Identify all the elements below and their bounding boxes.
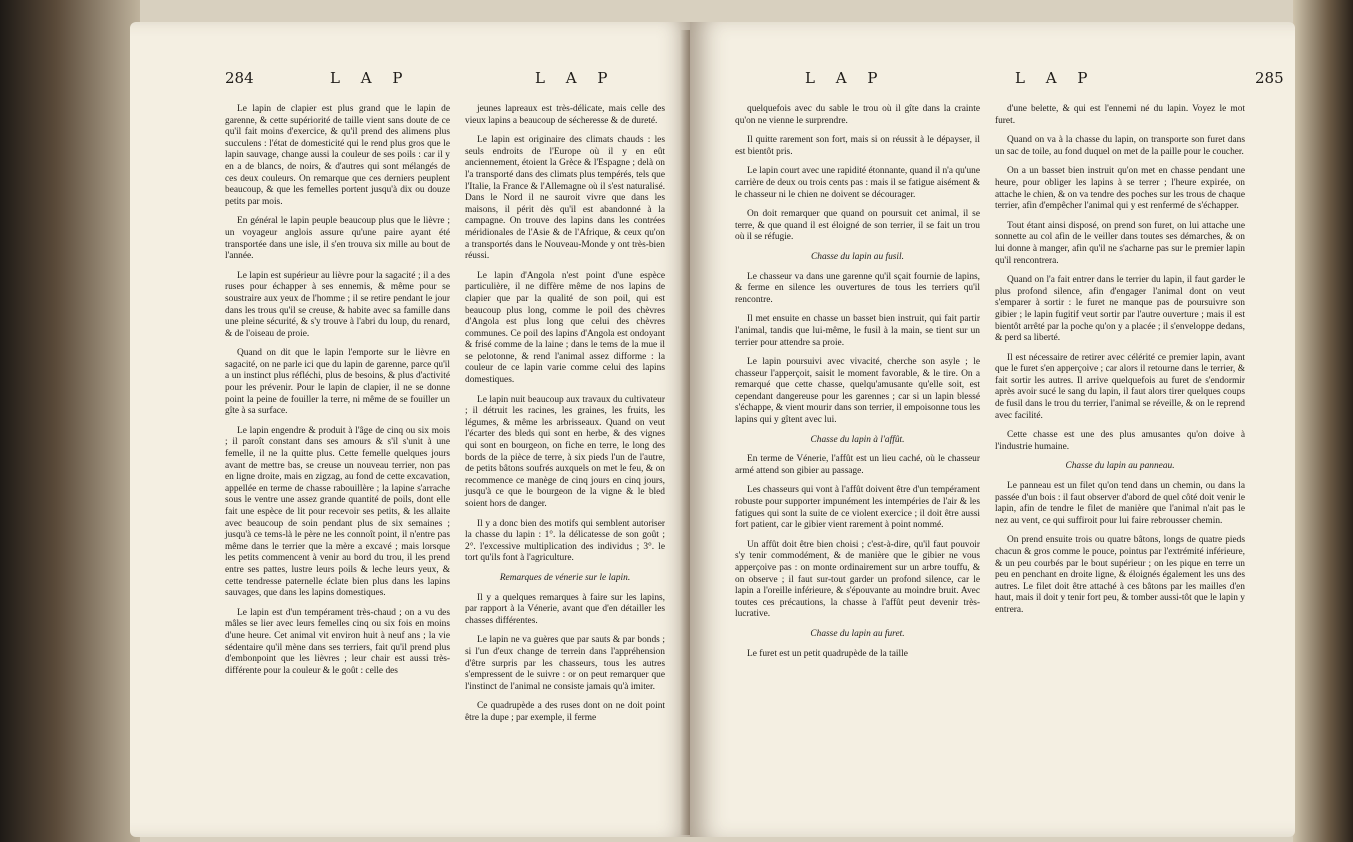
section-subtitle: Chasse du lapin à l'affût. bbox=[810, 434, 905, 445]
paragraph: Quand on l'a fait entrer dans le terrier du lapin, il faut garder le plus profond silence, afin d'engager l'animal dont on veut s'emparer à sortir : le furet ne manque pas de poursuivre son gibier ; le lapin fugitif veut sortir par l'autre ouverture ; mais il est bientôt arrêté par la poche qu'on y a placée ; il s'enveloppe dedans, & perd sa liberté. bbox=[995, 275, 1245, 344]
paragraph: Il quitte rarement son fort, mais si on réussit à le dépayser, il est bientôt pris. bbox=[735, 135, 980, 157]
paragraph: Le furet est un petit quadrupède de la taille bbox=[747, 648, 908, 659]
paragraph: Le lapin d'Angola n'est point d'une espèce particulière, il ne diffère même de nos lapins de clapier que par la qualité de son poil, qui est beaucoup plus long, comme le poil des chèvres d'Angola est plus long que celui des chèvres communes. Ce poil des lapins d'Angola est ondoyant & frisé comme de la laine ; dans le tems de la mue il se pelotonne, & rend l'animal assez difforme : la couleur de ce lapin varie comme celui des lapins domestiques. bbox=[465, 270, 665, 386]
paragraph: Il est nécessaire de retirer avec célérité ce premier lapin, avant que le furet s'en apperçoive ; car alors il retourne dans le terrier, & fait sortir les autres. Il arrive quelquefois au furet de s'endormir après avoir sucé le sang du lapin, il faut alors tirer quelques coups de fusil dans le trou du terrier, l'animal se réveille, & on le reprend avec facilité. bbox=[995, 352, 1245, 421]
left-running-head-2: L A P bbox=[535, 69, 616, 87]
section-subtitle: Remarques de vénerie sur le lapin. bbox=[499, 572, 631, 583]
paragraph: Tout étant ainsi disposé, on prend son furet, on lui attache une sonnette au col afin de le veiller dans toutes ses démarches, & on lui donne à manger, afin qu'il ne s'acharne pas sur le premier lapin qu'il rencontrera. bbox=[995, 220, 1245, 266]
right-running-head-2: L A P bbox=[1015, 69, 1096, 87]
paragraph: d'une belette, & qui est l'ennemi né du lapin. Voyez le mot furet. bbox=[995, 104, 1245, 126]
right-column-1 bbox=[735, 104, 980, 668]
book-edge-left bbox=[0, 0, 140, 842]
paragraph: Quand on dit que le lapin l'emporte sur le lièvre en sagacité, on ne parle ici que du lapin de garenne, parce qu'il a un instinct plus réfléchi, plus de besoins, & plus d'activité pour les prévenir. Pour le lapin de clapier, il ne se donne point la peine de fouiller la terre, ni même de se fouiller un gîte à sa surface. bbox=[225, 348, 450, 417]
paragraph: Le lapin engendre & produit à l'âge de cinq ou six mois ; il paroît constant dans ses amours & s'il s'unit à une femelle, il ne la quitte plus. Cette femelle quelques jours avant de mettre bas, se creuse un nouveau terrier, non pas en ligne droite, mais en zigzag, au fond de cette excavation, appellée en terme de chasse rabouillère ; la lapine s'arrache sous le ventre une assez grande quantité de poils, dont elle fait une espèce de lit pour recevoir ses petits, & les allaite avec beaucoup de soin pendant plus de six semaines ; jusqu'à ce tems-là le père ne les connoît point, il n'entre pas même dans le terrier que la mère a excavé ; mais lorsque les petits commencent à venir au bord du trou, il les prend entre ses pattes, lustre leurs poils & leche leurs yeux, & cette tendresse paternelle éclate bien plus dans les lapins sauvages, que dans les lapins domestiques. bbox=[225, 425, 450, 599]
left-column-2 bbox=[465, 104, 665, 733]
paragraph: Il y a donc bien des motifs qui semblent autoriser la chasse du lapin : 1°. la délicatesse de son goût ; 2°. l'excessive multiplication des individus ; 3°. le tort qu'ils font à l'agriculture. bbox=[465, 518, 665, 564]
right-page bbox=[690, 22, 1295, 837]
paragraph: quelquefois avec du sable le trou où il gîte dans la crainte qu'on ne vienne le surprendre. bbox=[735, 104, 980, 126]
paragraph: Le chasseur va dans une garenne qu'il sçait fournie de lapins, & ferme en silence les ouvertures de tous les terriers qu'il rencontre. bbox=[735, 271, 980, 305]
right-column-2 bbox=[995, 104, 1245, 625]
section-subtitle: Chasse du lapin au furet. bbox=[810, 628, 905, 639]
paragraph: Il y a quelques remarques à faire sur les lapins, par rapport à la Vénerie, avant que d'en détailler les chasses différentes. bbox=[465, 592, 665, 626]
paragraph: Le panneau est un filet qu'on tend dans un chemin, ou dans la passée d'un bois : il faut observer d'abord de quel côté doit venir le lapin, afin de tendre le filet de manière que l'animal n'ait pas le nez au vent, ce qui suffiroit pour lui faire rebrousser chemin. bbox=[995, 481, 1245, 526]
right-running-head-1: L A P bbox=[805, 69, 886, 87]
paragraph: Le lapin de clapier est plus grand que le lapin de garenne, & cette supériorité de taille vient sans doute de ce qu'il fait moins d'exercice, & qu'il prend des alimens plus succulens : l'état de domesticité qui le rend plus gros que le lapin sauvage, change aussi la couleur de ses poils : car il y en a de blancs, de noirs, & d'autres qui sont mélangés de ces deux couleurs. On remarque que ces derniers peuplent beaucoup, & que les femelles portent jusqu'à dix ou douze petits par mois. bbox=[225, 104, 450, 207]
paragraph: Il met ensuite en chasse un basset bien instruit, qui fait partir l'animal, tandis que lui-même, le fusil à la main, se tient sur un terrier pour attendre sa proie. bbox=[735, 314, 980, 348]
paragraph: On doit remarquer que quand on poursuit cet animal, il se terre, & que quand il est éloigné de son terrier, il se fait un trou où il se réfugie. bbox=[735, 209, 980, 243]
paragraph: Le lapin est d'un tempérament très-chaud ; on a vu des mâles se lier avec leurs femelles cinq ou six fois en moins d'une heure. Cet animal vit environ huit à neuf ans ; la vie sédentaire qu'il mène dans ses terriers, fait qu'il prend plus d'embonpoint que les lièvres ; leur chair est aussi très-différente pour la couleur & le goût : celle des bbox=[225, 607, 450, 676]
paragraph: Le lapin nuit beaucoup aux travaux du cultivateur ; il détruit les racines, les graines, les fruits, les légumes, & même les arbrisseaux. Quand on veut l'écarter des bleds qui sont en herbe, & des vignes qui sont en bourgeon, on fiche en terre, le long des bords de la pièce de terre, à six pieds l'un de l'autre, de petits bâtons soufrés auxquels on met le feu, & on recommence ce manège de cinq jours en cinq jours, jusqu'à ce que le bourgeon de la vigne & le bled soient hors de danger. bbox=[465, 394, 665, 509]
paragraph: On prend ensuite trois ou quatre bâtons, longs de quatre pieds chacun & gros comme le pouce, pointus par l'extrémité inférieure, & un peu courbés par le bout supérieur ; on les pique en terre un peu en penchant en droite ligne, & éloignés également les uns des autres. Le filet doit être attaché à ces bâtons par les mailles d'en haut, mais il doit y tenir fort peu, & tomber aussi-tôt que le lapin y entrera. bbox=[995, 535, 1245, 615]
left-column-1 bbox=[225, 104, 450, 685]
left-page bbox=[130, 22, 690, 837]
paragraph: Quand on va à la chasse du lapin, on transporte son furet dans un sac de toile, au fond duquel on met de la paille pour le coucher. bbox=[995, 135, 1245, 157]
left-running-head-1: L A P bbox=[330, 69, 411, 87]
paragraph: Ce quadrupède a des ruses dont on ne doit point être la dupe ; par exemple, il ferme bbox=[465, 701, 665, 723]
paragraph: Le lapin est originaire des climats chauds : les seuls endroits de l'Europe où il y en eût anciennement, étoient la Grèce & l'Espagne ; delà on l'a transporté dans des climats plus tempérés, tels que l'Italie, la France & l'Allemagne où il s'est naturalisé. Dans le Nord il ne sauroit vivre que dans les maisons, il périt dès qu'il est abandonné à la campagne. On trouve des lapins dans les contrées méridionales de l'Asie & de l'Afrique, & ceux qu'on a transportés dans le Nouveau-Monde y ont très-bien réussi. bbox=[465, 135, 665, 262]
paragraph: Le lapin ne va guères que par sauts & par bonds ; si l'un d'eux change de terrein dans l'appréhension d'être surpris par les chasseurs, tous les autres s'empressent de le suivre : or on peut remarquer que l'instinct de l'animal ne consiste jamais qu'à imiter. bbox=[465, 635, 665, 692]
paragraph: On a un basset bien instruit qu'on met en chasse pendant une heure, pour obliger les lapins à se terrer ; l'heure expirée, on attache le chien, & on va tendre des poches sur les trous de chaque terrier, afin d'empêcher l'animal qui y est renfermé de s'échapper. bbox=[995, 166, 1245, 212]
paragraph: jeunes lapreaux est très-délicate, mais celle des vieux lapins a beaucoup de sécheresse & de dureté. bbox=[465, 104, 665, 126]
paragraph: Le lapin est supérieur au lièvre pour la sagacité ; il a des ruses pour échapper à ses ennemis, & même pour se soustraire aux yeux de l'homme ; il se retire pendant le jour dans les trous qu'il se creuse, & habite avec sa famille dans une pleine sécurité, & s'y trouve à l'abri du loup, du renard, & de l'oiseau de proie. bbox=[225, 270, 450, 339]
paragraph: Un affût doit être bien choisi ; c'est-à-dire, qu'il faut pouvoir s'y tenir commodément, & de manière que le gibier ne vous apperçoive pas : on monte ordinairement sur un arbre touffu, & on observe ; il faut sur-tout garder un profond silence, car le lapin a l'oreille inférieure, & s'épouvante au moindre bruit. Avec toutes ces précautions, la chasse à l'affût peut devenir très-lucrative. bbox=[735, 539, 980, 620]
left-page-number: 284 bbox=[225, 69, 254, 87]
book-edge-right bbox=[1293, 0, 1353, 842]
paragraph: Le lapin poursuivi avec vivacité, cherche son asyle ; le chasseur l'apperçoit, saisit le moment favorable, & le tire. On a remarqué que cette chasse, quelqu'amusante qu'elle soit, est cependant dangereuse pour les garennes ; car si un lapin blessé s'échappe, & vient mourir dans son terrier, il empoisonne tous les lapins qui y gîtent avec lui. bbox=[735, 357, 981, 426]
paragraph: Cette chasse est une des plus amusantes qu'on doive à l'industrie humaine. bbox=[995, 430, 1245, 452]
right-page-number: 285 bbox=[1255, 69, 1284, 87]
section-subtitle: Chasse du lapin au fusil. bbox=[811, 251, 904, 262]
paragraph: Les chasseurs qui vont à l'affût doivent être d'un tempérament robuste pour supporter impunément les intempéries de l'air & les fatigues qui sont la suite de ce violent exercice ; il doit être aussi fort patient, car le gibier vient rarement à point nommé. bbox=[735, 485, 980, 531]
paragraph: En général le lapin peuple beaucoup plus que le lièvre ; un voyageur anglois assure qu'une paire ayant été transportée dans une isle, il s'en trouva six mille au bout de l'année. bbox=[225, 216, 450, 262]
section-subtitle: Chasse du lapin au panneau. bbox=[1065, 461, 1175, 472]
paragraph: En terme de Vénerie, l'affût est un lieu caché, où le chasseur armé attend son gibier au passage. bbox=[735, 454, 980, 476]
paragraph: Le lapin court avec une rapidité étonnante, quand il n'a qu'une carrière de deux ou trois cents pas : mais il se fatigue aisément & le chasseur ni le chien ne doivent se décourager. bbox=[735, 166, 980, 200]
